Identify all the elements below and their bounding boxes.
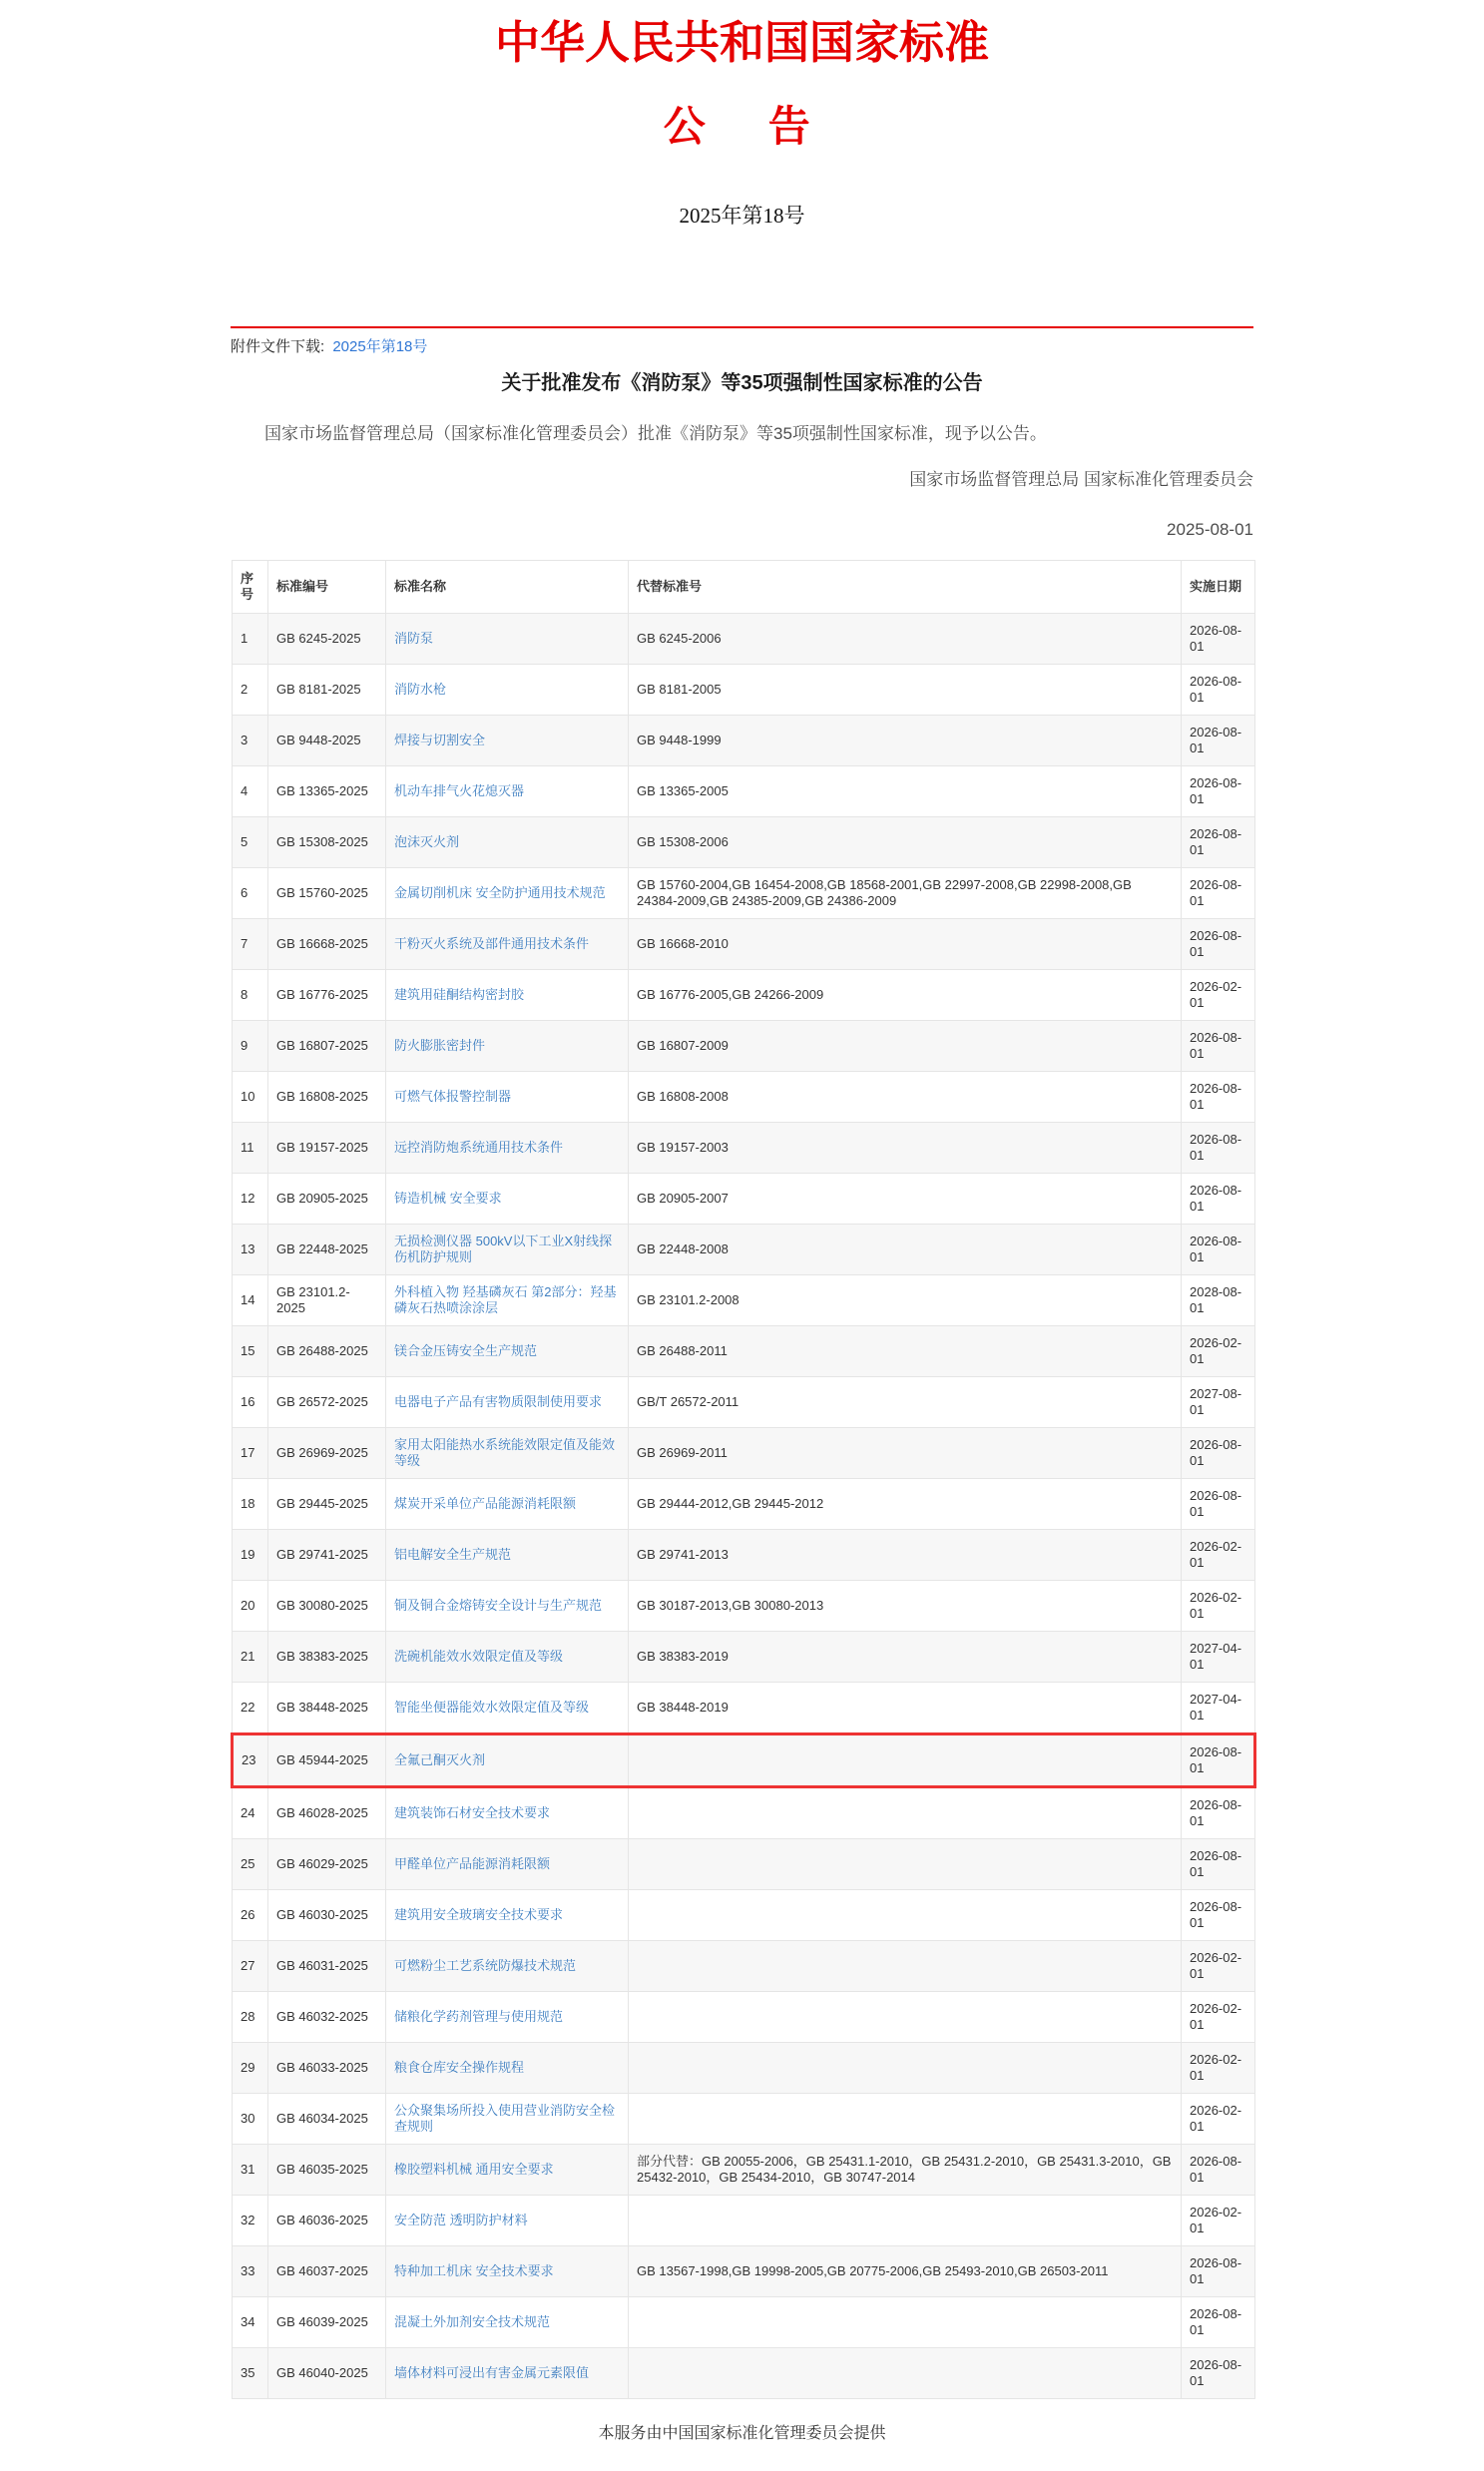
cell-standard-name	[386, 1734, 629, 1787]
cell-standard-code: GB 46028-2025	[268, 1787, 386, 1839]
standard-name-link[interactable]: 建筑装饰石材安全技术要求	[394, 1805, 551, 1820]
cell-standard-code: GB 26969-2025	[268, 1428, 386, 1479]
cell-seq: 14	[233, 1275, 268, 1326]
cell-standard-code: GB 13365-2025	[268, 766, 386, 817]
table-row	[233, 614, 1255, 665]
cell-implementation-date: 2026-08-01	[1182, 1225, 1255, 1275]
cell-standard-name	[386, 1530, 629, 1581]
cell-standard-code: GB 46037-2025	[268, 2246, 386, 2297]
standard-name-link[interactable]: 泡沫灭火剂	[394, 834, 460, 849]
cell-seq: 9	[233, 1021, 268, 1072]
cell-implementation-date: 2026-08-01	[1182, 614, 1255, 665]
cell-seq: 17	[233, 1428, 268, 1479]
cell-implementation-date: 2026-08-01	[1182, 766, 1255, 817]
cell-seq: 18	[233, 1479, 268, 1530]
cell-implementation-date: 2026-08-01	[1182, 1428, 1255, 1479]
cell-seq: 15	[233, 1326, 268, 1377]
cell-seq: 1	[233, 614, 268, 665]
cell-seq: 3	[233, 716, 268, 766]
cell-seq: 20	[233, 1581, 268, 1632]
standard-name-link[interactable]: 可燃气体报警控制器	[394, 1089, 512, 1104]
standard-name-link[interactable]: 智能坐便器能效水效限定值及等级	[394, 1700, 590, 1715]
cell-standard-code: GB 46031-2025	[268, 1941, 386, 1992]
column-header: 序号	[233, 561, 268, 614]
cell-standard-code: GB 22448-2025	[268, 1225, 386, 1275]
cell-replaced-standards: GB 30187-2013,GB 30080-2013	[629, 1581, 1182, 1632]
cell-standard-name	[386, 1428, 629, 1479]
cell-standard-name	[386, 1479, 629, 1530]
cell-replaced-standards	[629, 1992, 1182, 2043]
cell-replaced-standards	[629, 2297, 1182, 2348]
cell-implementation-date: 2026-02-01	[1182, 1530, 1255, 1581]
cell-standard-name	[386, 2196, 629, 2246]
cell-standard-code: GB 38448-2025	[268, 1683, 386, 1734]
cell-implementation-date: 2026-08-01	[1182, 919, 1255, 970]
cell-replaced-standards: GB 23101.2-2008	[629, 1275, 1182, 1326]
cell-standard-name	[386, 1072, 629, 1123]
cell-implementation-date: 2026-02-01	[1182, 1941, 1255, 1992]
cell-implementation-date: 2026-08-01	[1182, 1072, 1255, 1123]
table-row	[233, 1275, 1255, 1326]
table-row	[233, 1581, 1255, 1632]
cell-replaced-standards: GB 6245-2006	[629, 614, 1182, 665]
cell-implementation-date: 2026-08-01	[1182, 2145, 1255, 2196]
cell-implementation-date: 2027-04-01	[1182, 1632, 1255, 1683]
cell-implementation-date: 2026-08-01	[1182, 1787, 1255, 1839]
cell-standard-name	[386, 2297, 629, 2348]
cell-replaced-standards: GB 26969-2011	[629, 1428, 1182, 1479]
cell-standard-name	[386, 1632, 629, 1683]
cell-standard-code: GB 46030-2025	[268, 1890, 386, 1941]
table-row	[233, 716, 1255, 766]
cell-standard-code: GB 46033-2025	[268, 2043, 386, 2094]
standard-name-link[interactable]: 电器电子产品有害物质限制使用要求	[394, 1394, 603, 1409]
cell-standard-name	[386, 1326, 629, 1377]
cell-seq: 34	[233, 2297, 268, 2348]
standard-name-link[interactable]: 焊接与切割安全	[394, 733, 486, 747]
cell-replaced-standards: GB 15760-2004,GB 16454-2008,GB 18568-2001,GB 22997-2008,GB 22998-2008,GB 24384-2009,GB 24385-2009,GB 24386-2009	[629, 868, 1182, 919]
table-row	[233, 817, 1255, 868]
cell-seq: 30	[233, 2094, 268, 2145]
cell-implementation-date: 2026-08-01	[1182, 1123, 1255, 1174]
cell-standard-code: GB 46036-2025	[268, 2196, 386, 2246]
cell-implementation-date: 2026-02-01	[1182, 1992, 1255, 2043]
table-row	[233, 1072, 1255, 1123]
table-row	[233, 2246, 1255, 2297]
table-row	[233, 1941, 1255, 1992]
red-divider	[231, 326, 1253, 328]
cell-replaced-standards: GB 29444-2012,GB 29445-2012	[629, 1479, 1182, 1530]
cell-implementation-date: 2026-08-01	[1182, 2348, 1255, 2399]
attachment-link[interactable]: 2025年第18号	[332, 338, 428, 355]
cell-standard-name	[386, 1021, 629, 1072]
cell-replaced-standards: GB 22448-2008	[629, 1225, 1182, 1275]
standard-name-link[interactable]: 消防泵	[394, 631, 434, 646]
cell-replaced-standards: GB 38448-2019	[629, 1683, 1182, 1734]
cell-standard-code: GB 45944-2025	[268, 1734, 386, 1787]
table-row	[233, 1530, 1255, 1581]
cell-implementation-date: 2027-08-01	[1182, 1377, 1255, 1428]
cell-replaced-standards	[629, 1890, 1182, 1941]
standard-name-link[interactable]: 公众聚集场所投入使用营业消防安全检查规则	[394, 2103, 616, 2134]
cell-replaced-standards: GB 9448-1999	[629, 716, 1182, 766]
cell-standard-code: GB 6245-2025	[268, 614, 386, 665]
cell-implementation-date: 2026-02-01	[1182, 1326, 1255, 1377]
cell-standard-name	[386, 919, 629, 970]
standard-name-link[interactable]: 安全防范 透明防护材料	[394, 2213, 528, 2227]
cell-standard-name	[386, 2145, 629, 2196]
cell-replaced-standards	[629, 1787, 1182, 1839]
cell-implementation-date: 2026-08-01	[1182, 1021, 1255, 1072]
cell-replaced-standards: GB 16808-2008	[629, 1072, 1182, 1123]
cell-standard-code: GB 15760-2025	[268, 868, 386, 919]
table-row	[233, 1992, 1255, 2043]
cell-seq: 33	[233, 2246, 268, 2297]
cell-implementation-date: 2026-08-01	[1182, 1890, 1255, 1941]
cell-standard-code: GB 46029-2025	[268, 1839, 386, 1890]
table-row	[233, 1890, 1255, 1941]
cell-standard-name	[386, 868, 629, 919]
cell-standard-code: GB 30080-2025	[268, 1581, 386, 1632]
table-row	[233, 1787, 1255, 1839]
cell-standard-code: GB 8181-2025	[268, 665, 386, 716]
cell-standard-name	[386, 817, 629, 868]
cell-implementation-date: 2026-08-01	[1182, 1174, 1255, 1225]
cell-standard-name	[386, 1890, 629, 1941]
cell-seq: 22	[233, 1683, 268, 1734]
cell-standard-code: GB 16776-2025	[268, 970, 386, 1021]
cell-standard-code: GB 16808-2025	[268, 1072, 386, 1123]
cell-standard-code: GB 15308-2025	[268, 817, 386, 868]
cell-replaced-standards	[629, 1839, 1182, 1890]
cell-standard-name	[386, 1941, 629, 1992]
table-row-highlighted	[233, 1734, 1255, 1787]
cell-implementation-date: 2026-02-01	[1182, 2094, 1255, 2145]
table-row	[233, 1377, 1255, 1428]
table-row	[233, 2196, 1255, 2246]
doc-number: 2025年第18号	[679, 204, 805, 228]
cell-seq: 23	[233, 1734, 268, 1787]
standard-name-link[interactable]: 橡胶塑料机械 通用安全要求	[394, 2162, 554, 2177]
cell-standard-code: GB 26572-2025	[268, 1377, 386, 1428]
standards-table	[231, 560, 1256, 2399]
table-row	[233, 970, 1255, 1021]
cell-implementation-date: 2027-04-01	[1182, 1683, 1255, 1734]
table-row	[233, 2297, 1255, 2348]
table-row	[233, 1174, 1255, 1225]
cell-replaced-standards: GB 13365-2005	[629, 766, 1182, 817]
cell-replaced-standards: GB 38383-2019	[629, 1632, 1182, 1683]
standard-name-link[interactable]: 消防水枪	[394, 682, 447, 697]
cell-standard-name	[386, 1275, 629, 1326]
cell-standard-code: GB 26488-2025	[268, 1326, 386, 1377]
standard-name-link[interactable]: 外科植入物 羟基磷灰石 第2部分：羟基磷灰石热喷涂涂层	[394, 1284, 617, 1315]
standard-name-link[interactable]: 甲醛单位产品能源消耗限额	[394, 1856, 551, 1871]
cell-standard-code: GB 46035-2025	[268, 2145, 386, 2196]
standard-name-link[interactable]: 建筑用硅酮结构密封胶	[394, 987, 525, 1002]
table-row	[233, 766, 1255, 817]
standard-name-link[interactable]: 混凝土外加剂安全技术规范	[394, 2314, 551, 2329]
table-row	[233, 1225, 1255, 1275]
cell-seq: 32	[233, 2196, 268, 2246]
cell-seq: 2	[233, 665, 268, 716]
cell-standard-name	[386, 1174, 629, 1225]
cell-seq: 28	[233, 1992, 268, 2043]
standard-name-link[interactable]: 防火膨胀密封件	[394, 1038, 486, 1053]
table-row	[233, 2348, 1255, 2399]
standard-name-link[interactable]: 金属切削机床 安全防护通用技术规范	[394, 885, 606, 900]
cell-implementation-date: 2026-08-01	[1182, 716, 1255, 766]
cell-replaced-standards: GB 8181-2005	[629, 665, 1182, 716]
cell-implementation-date: 2026-08-01	[1182, 2246, 1255, 2297]
table-header-row	[233, 561, 1255, 614]
table-row	[233, 1683, 1255, 1734]
cell-seq: 16	[233, 1377, 268, 1428]
page-subtitle: 公 告	[663, 105, 821, 151]
cell-replaced-standards: GB 15308-2006	[629, 817, 1182, 868]
cell-standard-code: GB 19157-2025	[268, 1123, 386, 1174]
cell-replaced-standards: GB/T 26572-2011	[629, 1377, 1182, 1428]
cell-standard-name	[386, 2348, 629, 2399]
standard-name-link[interactable]: 储粮化学药剂管理与使用规范	[394, 2009, 564, 2024]
cell-replaced-standards	[629, 2196, 1182, 2246]
cell-replaced-standards	[629, 1734, 1182, 1787]
issuer-signature: 国家市场监督管理总局 国家标准化管理委员会	[909, 470, 1253, 489]
cell-implementation-date: 2026-02-01	[1182, 2196, 1255, 2246]
cell-implementation-date: 2026-02-01	[1182, 2043, 1255, 2094]
cell-implementation-date: 2026-08-01	[1182, 665, 1255, 716]
standard-name-link[interactable]: 家用太阳能热水系统能效限定值及能效等级	[394, 1437, 616, 1468]
cell-seq: 21	[233, 1632, 268, 1683]
cell-seq: 8	[233, 970, 268, 1021]
cell-implementation-date: 2026-08-01	[1182, 1479, 1255, 1530]
cell-standard-code: GB 29741-2025	[268, 1530, 386, 1581]
table-row	[233, 665, 1255, 716]
cell-standard-code: GB 23101.2-2025	[268, 1275, 386, 1326]
cell-seq: 13	[233, 1225, 268, 1275]
table-row	[233, 1123, 1255, 1174]
cell-standard-name	[386, 716, 629, 766]
table-row	[233, 1428, 1255, 1479]
cell-standard-name	[386, 1839, 629, 1890]
cell-replaced-standards	[629, 2094, 1182, 2145]
cell-seq: 6	[233, 868, 268, 919]
cell-seq: 4	[233, 766, 268, 817]
standard-name-link[interactable]: 煤炭开采单位产品能源消耗限额	[394, 1496, 577, 1511]
cell-standard-code: GB 16807-2025	[268, 1021, 386, 1072]
notice-title: 关于批准发布《消防泵》等35项强制性国家标准的公告	[501, 372, 983, 394]
cell-standard-name	[386, 665, 629, 716]
column-header: 实施日期	[1182, 561, 1255, 614]
cell-standard-name	[386, 1787, 629, 1839]
cell-replaced-standards: GB 13567-1998,GB 19998-2005,GB 20775-2006,GB 25493-2010,GB 26503-2011	[629, 2246, 1182, 2297]
footer-note: 本服务由中国国家标准化管理委员会提供	[598, 2425, 886, 2442]
standard-name-link[interactable]: 可燃粉尘工艺系统防爆技术规范	[394, 1958, 577, 1973]
publish-date: 2025-08-01	[1167, 520, 1253, 539]
table-row	[233, 2145, 1255, 2196]
standard-name-link[interactable]: 铝电解安全生产规范	[394, 1547, 512, 1562]
cell-seq: 29	[233, 2043, 268, 2094]
table-row	[233, 1479, 1255, 1530]
standard-name-link[interactable]: 洗碗机能效水效限定值及等级	[394, 1649, 564, 1664]
cell-replaced-standards: GB 19157-2003	[629, 1123, 1182, 1174]
cell-implementation-date: 2026-02-01	[1182, 1581, 1255, 1632]
cell-standard-code: GB 16668-2025	[268, 919, 386, 970]
cell-replaced-standards	[629, 1941, 1182, 1992]
cell-standard-code: GB 46032-2025	[268, 1992, 386, 2043]
cell-replaced-standards: GB 20905-2007	[629, 1174, 1182, 1225]
cell-seq: 24	[233, 1787, 268, 1839]
column-header: 标准名称	[386, 561, 629, 614]
cell-standard-code: GB 9448-2025	[268, 716, 386, 766]
cell-seq: 27	[233, 1941, 268, 1992]
cell-replaced-standards	[629, 2348, 1182, 2399]
cell-seq: 7	[233, 919, 268, 970]
attachment-label: 附件文件下载:	[231, 338, 325, 355]
cell-implementation-date: 2026-08-01	[1182, 1734, 1255, 1787]
standard-name-link[interactable]: 铸造机械 安全要求	[394, 1191, 502, 1206]
cell-replaced-standards: GB 16807-2009	[629, 1021, 1182, 1072]
table-row	[233, 1021, 1255, 1072]
cell-standard-name	[386, 1123, 629, 1174]
table-row	[233, 1632, 1255, 1683]
cell-seq: 19	[233, 1530, 268, 1581]
column-header: 标准编号	[268, 561, 386, 614]
cell-standard-name	[386, 2094, 629, 2145]
cell-standard-name	[386, 2043, 629, 2094]
cell-implementation-date: 2028-08-01	[1182, 1275, 1255, 1326]
table-row	[233, 2043, 1255, 2094]
standard-name-link[interactable]: 无损检测仪器 500kV以下工业X射线探伤机防护规则	[394, 1234, 613, 1264]
cell-standard-code: GB 38383-2025	[268, 1632, 386, 1683]
cell-replaced-standards: GB 16776-2005,GB 24266-2009	[629, 970, 1182, 1021]
cell-replaced-standards: 部分代替：GB 20055-2006，GB 25431.1-2010，GB 25431.2-2010，GB 25431.3-2010，GB 25432-2010，GB 25434-2010，GB 30747-2014	[629, 2145, 1182, 2196]
standard-name-link[interactable]: 全氟己酮灭火剂	[394, 1752, 486, 1767]
cell-standard-name	[386, 1992, 629, 2043]
cell-seq: 26	[233, 1890, 268, 1941]
standard-name-link[interactable]: 建筑用安全玻璃安全技术要求	[394, 1907, 564, 1922]
cell-standard-name	[386, 1225, 629, 1275]
cell-standard-code: GB 46039-2025	[268, 2297, 386, 2348]
cell-standard-name	[386, 1377, 629, 1428]
cell-replaced-standards: GB 26488-2011	[629, 1326, 1182, 1377]
cell-seq: 10	[233, 1072, 268, 1123]
table-row	[233, 919, 1255, 970]
standard-name-link[interactable]: 特种加工机床 安全技术要求	[394, 2263, 554, 2278]
cell-implementation-date: 2026-08-01	[1182, 1839, 1255, 1890]
cell-standard-code: GB 46034-2025	[268, 2094, 386, 2145]
cell-replaced-standards	[629, 2043, 1182, 2094]
standard-name-link[interactable]: 远控消防炮系统通用技术条件	[394, 1140, 564, 1155]
cell-implementation-date: 2026-08-01	[1182, 817, 1255, 868]
standard-name-link[interactable]: 机动车排气火花熄灭器	[394, 783, 525, 798]
table-row	[233, 1839, 1255, 1890]
cell-implementation-date: 2026-02-01	[1182, 970, 1255, 1021]
cell-standard-code: GB 20905-2025	[268, 1174, 386, 1225]
table-row	[233, 2094, 1255, 2145]
attachment-row	[231, 337, 1253, 357]
cell-seq: 25	[233, 1839, 268, 1890]
cell-standard-name	[386, 970, 629, 1021]
standard-name-link[interactable]: 镁合金压铸安全生产规范	[394, 1343, 538, 1358]
column-header: 代替标准号	[629, 561, 1182, 614]
cell-standard-name	[386, 1581, 629, 1632]
cell-standard-name	[386, 766, 629, 817]
cell-seq: 35	[233, 2348, 268, 2399]
cell-seq: 12	[233, 1174, 268, 1225]
standard-name-link[interactable]: 干粉灭火系统及部件通用技术条件	[394, 936, 590, 951]
cell-seq: 31	[233, 2145, 268, 2196]
page-title: 中华人民共和国国家标准	[494, 18, 989, 68]
cell-implementation-date: 2026-08-01	[1182, 868, 1255, 919]
table-row	[233, 1326, 1255, 1377]
cell-seq: 11	[233, 1123, 268, 1174]
announcement-page	[231, 18, 1253, 2471]
cell-standard-name	[386, 614, 629, 665]
cell-standard-name	[386, 1683, 629, 1734]
notice-body: 国家市场监督管理总局（国家标准化管理委员会）批准《消防泵》等35项强制性国家标准，现予以公告。	[264, 424, 1047, 443]
standard-name-link[interactable]: 墙体材料可浸出有害金属元素限值	[394, 2365, 590, 2380]
cell-seq: 5	[233, 817, 268, 868]
cell-replaced-standards: GB 29741-2013	[629, 1530, 1182, 1581]
standard-name-link[interactable]: 铜及铜合金熔铸安全设计与生产规范	[394, 1598, 603, 1613]
standard-name-link[interactable]: 粮食仓库安全操作规程	[394, 2060, 525, 2075]
cell-standard-name	[386, 2246, 629, 2297]
table-row	[233, 868, 1255, 919]
cell-standard-code: GB 29445-2025	[268, 1479, 386, 1530]
cell-replaced-standards: GB 16668-2010	[629, 919, 1182, 970]
cell-standard-code: GB 46040-2025	[268, 2348, 386, 2399]
cell-implementation-date: 2026-08-01	[1182, 2297, 1255, 2348]
